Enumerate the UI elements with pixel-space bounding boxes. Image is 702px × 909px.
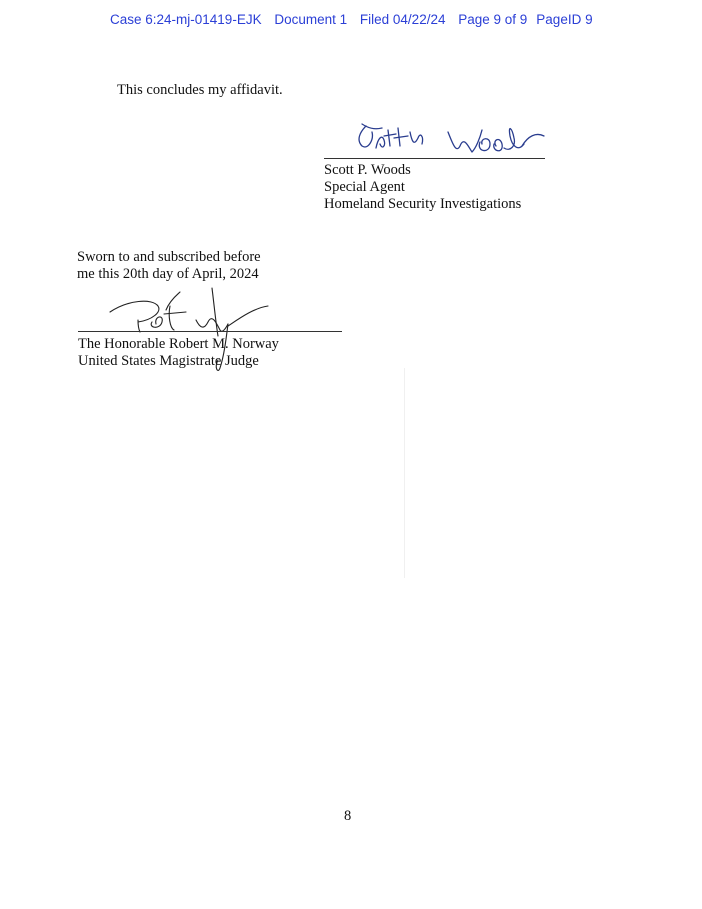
- sworn-line-1: Sworn to and subscribed before: [77, 249, 261, 265]
- agent-title: Special Agent: [324, 179, 405, 195]
- agent-name: Scott P. Woods: [324, 162, 411, 178]
- page-number: 8: [344, 808, 352, 824]
- document-number: Document 1: [274, 12, 348, 27]
- page-of-pages: Page 9 of 9: [458, 12, 528, 27]
- filed-date: Filed 04/22/24: [359, 12, 446, 27]
- agent-agency: Homeland Security Investigations: [324, 196, 522, 212]
- document-header: [110, 12, 593, 27]
- sworn-statement: [77, 249, 261, 283]
- judge-title: United States Magistrate Judge: [78, 353, 259, 369]
- agent-block: [324, 162, 521, 213]
- judge-name: The Honorable Robert M. Norway: [78, 336, 279, 352]
- sworn-line-2: me this 20th day of April, 2024: [77, 266, 259, 282]
- case-number: Case 6:24-mj-01419-EJK: [110, 12, 262, 27]
- closing-statement: This concludes my affidavit.: [117, 82, 283, 98]
- scan-artifact: [404, 368, 405, 578]
- judge-block: [78, 336, 279, 370]
- agent-signature-line: [324, 158, 545, 159]
- page-id: PageID 9: [536, 12, 593, 27]
- judge-signature-line: [78, 331, 342, 332]
